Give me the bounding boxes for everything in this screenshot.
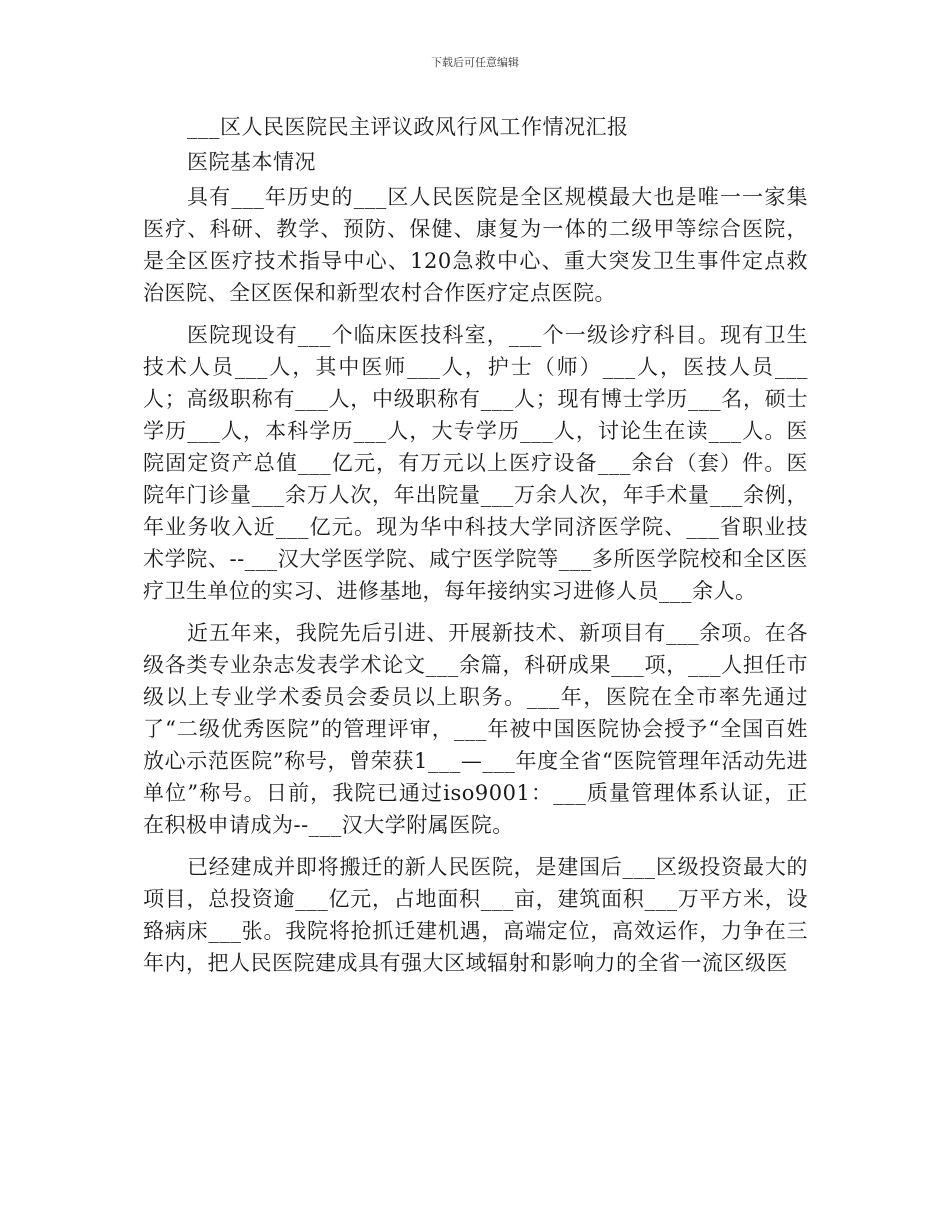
paragraph-2: 医院现设有___个临床医技科室，___个一级诊疗科目。现有卫生技术人员___人，其中医师___人，护士（师）___人，医技人员___人；高级职称有___人，中级职称有___人；现有博士学历___名，硕士学历___人，本科学历___人，大专学历___人，讨论生在读___人。医院固定资产总值___亿元，有万元以上医疗设备___余台（套）件。医院年门诊量___余万人次，年出院量___万余人次，年手术量___余例，年业务收入近___亿元。现为华中科技大学同济医学院、___省职业技术学院、--___汉大学医学院、咸宁医学院等___多所医学院校和全区医疗卫生单位的实习、进修基地，每年接纳实习进修人员___余人。 (143, 323, 808, 603)
paragraph-4: 已经建成并即将搬迁的新人民医院，是建国后___区级投资最大的项目，总投资逾___亿元，占地面积___亩，建筑面积___万平方米，设臵病床___张。我院将抢抓迁建机遇，高端定位，高效运作，力争在三年内，把人民医院建成具有强大区域辐射和影响力的全省一流区级医 (143, 855, 808, 975)
section-heading: 医院基本情况 (187, 150, 316, 174)
document-body (143, 111, 808, 989)
page-header-note: 下载后可任意编辑 (431, 56, 519, 69)
document-title: ___区人民医院民主评议政风行风工作情况汇报 (187, 115, 629, 139)
paragraph-1: 具有___年历史的___区人民医院是全区规模最大也是唯一一家集医疗、科研、教学、预防、保健、康复为一体的二级甲等综合医院，是全区医疗技术指导中心、120急救中心、重大突发卫生事件定点救治医院、全区医保和新型农村合作医疗定点医院。 (143, 185, 808, 305)
paragraph-3: 近五年来，我院先后引进、开展新技术、新项目有___余项。在各级各类专业杂志发表学术论文___余篇，科研成果___项，___人担任市级以上专业学术委员会委员以上职务。___年，医院在全市率先通过了“二级优秀医院”的管理评审，___年被中国医院协会授予“全国百姓放心示范医院”称号，曾荣获1___—___年度全省“医院管理年活动先进单位”称号。日前，我院已通过iso9001：___质量管理体系认证，正在积极申请成为--___汉大学附属医院。 (143, 621, 808, 837)
